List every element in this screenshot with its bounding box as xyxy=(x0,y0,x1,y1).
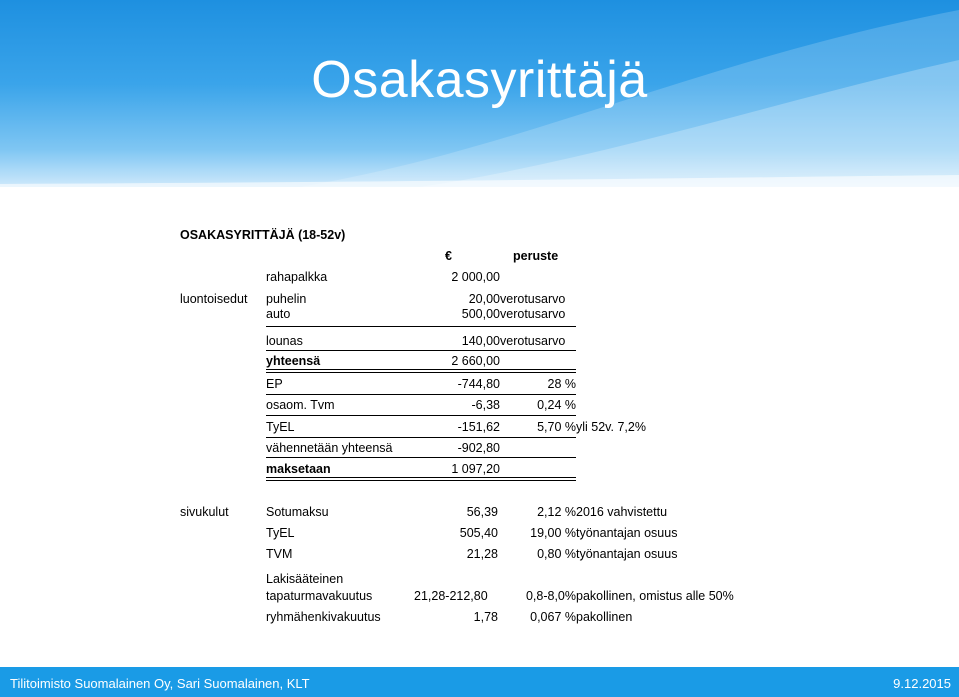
row-label-maksetaan: maksetaan xyxy=(266,462,331,476)
group-label-sivukulut: sivukulut xyxy=(180,505,229,519)
row-value-vahennetaan: -902,80 xyxy=(457,441,500,455)
divider xyxy=(266,350,576,351)
row-value-tapaturmavakuutus: 21,28-212,80 xyxy=(414,589,488,603)
row-value-tvm: 21,28 xyxy=(466,547,498,561)
double-divider xyxy=(266,477,576,481)
row-value-auto: 500,00 xyxy=(461,307,500,321)
row-note-ryhmahenkivakuutus: pakollinen xyxy=(576,610,633,624)
divider xyxy=(266,437,576,438)
row-label-osaom: osaom. Tvm xyxy=(266,398,335,412)
row-value-sivu-tyel: 505,40 xyxy=(459,526,498,540)
row-label-lounas: lounas xyxy=(266,334,303,348)
row-note-tyel: yli 52v. 7,2% xyxy=(576,420,646,434)
row-label-puhelin: puhelin xyxy=(266,292,307,306)
row-pct-tyel: 5,70 % xyxy=(537,420,576,434)
row-pct-ep: 28 % xyxy=(547,377,576,391)
row-value-rahapalkka: 2 000,00 xyxy=(451,270,500,284)
row-pct-sotumaksu: 2,12 % xyxy=(537,505,576,519)
row-note-tvm: työnantajan osuus xyxy=(576,547,678,561)
row-label-vahennetaan: vähennetään yhteensä xyxy=(266,441,393,455)
row-pct-tapaturmavakuutus: 0,8-8,0% xyxy=(525,589,576,603)
row-label-auto: auto xyxy=(266,307,291,321)
row-label-tvm: TVM xyxy=(266,547,293,561)
row-pct-tvm: 0,80 % xyxy=(537,547,576,561)
row-value-sotumaksu: 56,39 xyxy=(466,505,498,519)
row-value-lounas: 140,00 xyxy=(461,334,500,348)
group-label-luontoisedut: luontoisedut xyxy=(180,292,248,306)
row-value-yhteensa: 2 660,00 xyxy=(451,354,500,368)
footer-date: 9.12.2015 xyxy=(893,676,951,691)
row-value-osaom: -6,38 xyxy=(471,398,500,412)
footer-company: Tilitoimisto Suomalainen Oy, Sari Suomalainen, KLT xyxy=(10,676,310,691)
divider xyxy=(266,415,576,416)
row-label-sotumaksu: Sotumaksu xyxy=(266,505,329,519)
row-note-lounas: verotusarvo xyxy=(500,334,566,348)
page-title: Osakasyrittäjä xyxy=(311,51,648,109)
section-heading: OSAKASYRITTÄJÄ (18-52v) xyxy=(180,228,346,242)
row-value-ep: -744,80 xyxy=(457,377,500,391)
row-note-sotumaksu: 2016 vahvistettu xyxy=(576,505,668,519)
row-label-sivu-tyel: TyEL xyxy=(266,526,295,540)
row-pct-osaom: 0,24 % xyxy=(537,398,576,412)
row-note-tapaturmavakuutus: pakollinen, omistus alle 50% xyxy=(576,589,734,603)
currency-header: € xyxy=(445,249,452,263)
row-value-tyel: -151,62 xyxy=(457,420,500,434)
row-label-rahapalkka: rahapalkka xyxy=(266,270,328,284)
row-note-puhelin: verotusarvo xyxy=(500,292,566,306)
divider xyxy=(266,394,576,395)
row-pct-ryhmahenkivakuutus: 0,067 % xyxy=(530,610,576,624)
row-label-ryhmahenkivakuutus: ryhmähenkivakuutus xyxy=(266,610,381,624)
row-value-maksetaan: 1 097,20 xyxy=(451,462,500,476)
basis-header: peruste xyxy=(513,249,559,263)
row-note-sivu-tyel: työnantajan osuus xyxy=(576,526,678,540)
title-banner xyxy=(0,0,959,187)
divider xyxy=(266,457,576,458)
row-note-auto: verotusarvo xyxy=(500,307,566,321)
divider xyxy=(266,326,576,327)
row-label-lakisaateinen: Lakisääteinen xyxy=(266,572,344,586)
footer-bar xyxy=(0,667,959,697)
row-label-tapaturmavakuutus: tapaturmavakuutus xyxy=(266,589,373,603)
row-label-tyel: TyEL xyxy=(266,420,295,434)
double-divider xyxy=(266,369,576,373)
row-label-yhteensa: yhteensä xyxy=(266,354,321,368)
row-value-puhelin: 20,00 xyxy=(468,292,500,306)
row-value-ryhmahenkivakuutus: 1,78 xyxy=(473,610,498,624)
row-pct-sivu-tyel: 19,00 % xyxy=(530,526,576,540)
row-label-ep: EP xyxy=(266,377,283,391)
